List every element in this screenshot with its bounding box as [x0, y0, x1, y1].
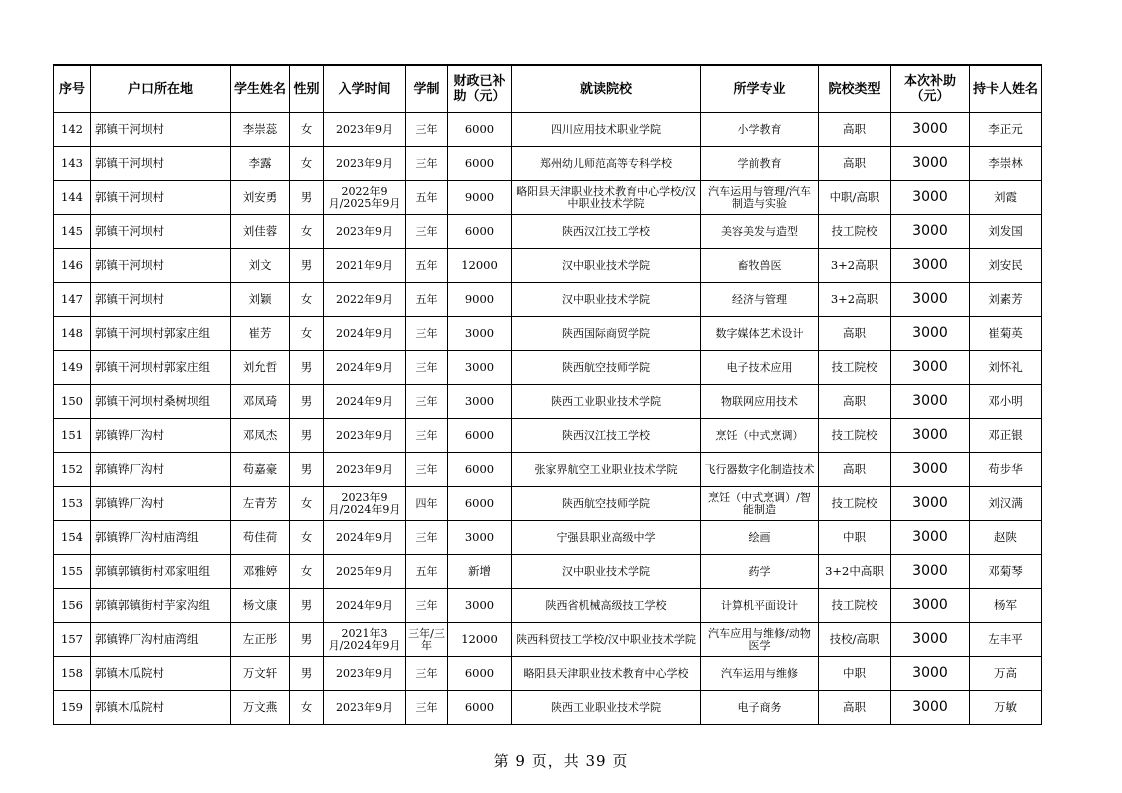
- header-row: [54, 65, 1042, 113]
- cell-duration: 三年: [406, 215, 448, 249]
- cell-cardholder-name: 李崇林: [970, 147, 1042, 181]
- cell-enrollment-date: 2023年9月: [324, 147, 406, 181]
- cell-duration: 三年: [406, 317, 448, 351]
- cell-cardholder-name: 杨军: [970, 589, 1042, 623]
- cell-major: 药学: [701, 555, 819, 589]
- cell-student-name: 刘文: [231, 249, 290, 283]
- cell-gender: 女: [290, 555, 324, 589]
- cell-gender: 女: [290, 317, 324, 351]
- cell-residence: 郭镇郭镇街村邓家咀组: [91, 555, 231, 589]
- cell-school-type: 高职: [819, 385, 891, 419]
- cell-major: 绘画: [701, 521, 819, 555]
- cell-enrollment-date: 2024年9月: [324, 589, 406, 623]
- cell-cardholder-name: 苟步华: [970, 453, 1042, 487]
- cell-row-number: 143: [54, 147, 91, 181]
- cell-current-subsidy: 3000: [891, 521, 970, 555]
- cell-school-type: 中职: [819, 521, 891, 555]
- cell-school-type: 高职: [819, 317, 891, 351]
- cell-row-number: 142: [54, 113, 91, 147]
- cell-school: 略阳县天津职业技术教育中心学校/汉中职业技术学院: [512, 181, 701, 215]
- cell-school: 郑州幼儿师范高等专科学校: [512, 147, 701, 181]
- cell-prior-subsidy: 6000: [448, 453, 512, 487]
- cell-cardholder-name: 刘素芳: [970, 283, 1042, 317]
- cell-current-subsidy: 3000: [891, 487, 970, 521]
- cell-gender: 男: [290, 623, 324, 657]
- cell-duration: 三年: [406, 113, 448, 147]
- cell-student-name: 李崇蕊: [231, 113, 290, 147]
- cell-cardholder-name: 万高: [970, 657, 1042, 691]
- cell-row-number: 152: [54, 453, 91, 487]
- cell-school-type: 高职: [819, 453, 891, 487]
- cell-cardholder-name: 邓菊琴: [970, 555, 1042, 589]
- cell-enrollment-date: 2023年9月: [324, 113, 406, 147]
- cell-gender: 女: [290, 283, 324, 317]
- table-body: [54, 113, 1042, 725]
- cell-school: 陕西汉江技工学校: [512, 215, 701, 249]
- cell-enrollment-date: 2024年9月: [324, 351, 406, 385]
- table-row: [54, 419, 1042, 453]
- cell-cardholder-name: 邓正银: [970, 419, 1042, 453]
- cell-enrollment-date: 2022年9月/2025年9月: [324, 181, 406, 215]
- table-row: [54, 589, 1042, 623]
- cell-duration: 三年/三年: [406, 623, 448, 657]
- cell-school: 陕西国际商贸学院: [512, 317, 701, 351]
- cell-gender: 男: [290, 385, 324, 419]
- cell-row-number: 150: [54, 385, 91, 419]
- cell-gender: 男: [290, 657, 324, 691]
- cell-prior-subsidy: 3000: [448, 521, 512, 555]
- cell-school-type: 技工院校: [819, 215, 891, 249]
- cell-residence: 郭镇干河坝村: [91, 283, 231, 317]
- cell-duration: 四年: [406, 487, 448, 521]
- cell-school: 陕西工业职业技术学院: [512, 691, 701, 725]
- cell-duration: 五年: [406, 181, 448, 215]
- cell-student-name: 邓凤杰: [231, 419, 290, 453]
- cell-major: 汽车运用与管理/汽车制造与实验: [701, 181, 819, 215]
- cell-prior-subsidy: 6000: [448, 419, 512, 453]
- cell-cardholder-name: 万敏: [970, 691, 1042, 725]
- cell-row-number: 159: [54, 691, 91, 725]
- cell-enrollment-date: 2023年9月: [324, 691, 406, 725]
- header-cell: 入学时间: [324, 65, 406, 113]
- cell-row-number: 155: [54, 555, 91, 589]
- cell-student-name: 邓凤琦: [231, 385, 290, 419]
- cell-gender: 男: [290, 181, 324, 215]
- header-cell: 院校类型: [819, 65, 891, 113]
- cell-school: 陕西汉江技工学校: [512, 419, 701, 453]
- table-row: [54, 487, 1042, 521]
- cell-prior-subsidy: 9000: [448, 283, 512, 317]
- cell-cardholder-name: 邓小明: [970, 385, 1042, 419]
- cell-current-subsidy: 3000: [891, 181, 970, 215]
- cell-enrollment-date: 2025年9月: [324, 555, 406, 589]
- cell-school: 陕西科贸技工学校/汉中职业技术学院: [512, 623, 701, 657]
- cell-current-subsidy: 3000: [891, 589, 970, 623]
- cell-cardholder-name: 赵陕: [970, 521, 1042, 555]
- cell-school-type: 技工院校: [819, 419, 891, 453]
- cell-current-subsidy: 3000: [891, 147, 970, 181]
- cell-duration: 三年: [406, 691, 448, 725]
- cell-student-name: 邓雅婷: [231, 555, 290, 589]
- cell-major: 数字媒体艺术设计: [701, 317, 819, 351]
- cell-enrollment-date: 2023年9月: [324, 419, 406, 453]
- cell-school-type: 3+2高职: [819, 283, 891, 317]
- cell-row-number: 154: [54, 521, 91, 555]
- table-row: [54, 215, 1042, 249]
- cell-gender: 男: [290, 589, 324, 623]
- cell-enrollment-date: 2024年9月: [324, 521, 406, 555]
- cell-row-number: 157: [54, 623, 91, 657]
- cell-cardholder-name: 刘怀礼: [970, 351, 1042, 385]
- cell-row-number: 145: [54, 215, 91, 249]
- cell-enrollment-date: 2021年9月: [324, 249, 406, 283]
- table-row: [54, 283, 1042, 317]
- cell-prior-subsidy: 3000: [448, 317, 512, 351]
- cell-current-subsidy: 3000: [891, 317, 970, 351]
- cell-gender: 男: [290, 453, 324, 487]
- header-cell: 持卡人姓名: [970, 65, 1042, 113]
- cell-prior-subsidy: 3000: [448, 385, 512, 419]
- cell-duration: 三年: [406, 453, 448, 487]
- cell-school-type: 技校/高职: [819, 623, 891, 657]
- cell-current-subsidy: 3000: [891, 351, 970, 385]
- cell-prior-subsidy: 6000: [448, 147, 512, 181]
- cell-current-subsidy: 3000: [891, 555, 970, 589]
- cell-school-type: 3+2高职: [819, 249, 891, 283]
- cell-duration: 三年: [406, 351, 448, 385]
- cell-school-type: 中职/高职: [819, 181, 891, 215]
- cell-residence: 郭镇干河坝村: [91, 181, 231, 215]
- cell-current-subsidy: 3000: [891, 453, 970, 487]
- cell-duration: 五年: [406, 555, 448, 589]
- cell-school: 汉中职业技术学院: [512, 283, 701, 317]
- cell-cardholder-name: 刘安民: [970, 249, 1042, 283]
- cell-gender: 女: [290, 147, 324, 181]
- cell-enrollment-date: 2023年9月: [324, 453, 406, 487]
- cell-enrollment-date: 2021年3月/2024年9月: [324, 623, 406, 657]
- cell-cardholder-name: 崔菊英: [970, 317, 1042, 351]
- cell-major: 美容美发与造型: [701, 215, 819, 249]
- cell-row-number: 158: [54, 657, 91, 691]
- cell-current-subsidy: 3000: [891, 657, 970, 691]
- cell-prior-subsidy: 6000: [448, 657, 512, 691]
- table-row: [54, 555, 1042, 589]
- cell-school: 陕西工业职业技术学院: [512, 385, 701, 419]
- cell-gender: 女: [290, 113, 324, 147]
- cell-student-name: 万文轩: [231, 657, 290, 691]
- cell-gender: 男: [290, 419, 324, 453]
- cell-residence: 郭镇干河坝村: [91, 147, 231, 181]
- cell-prior-subsidy: 6000: [448, 691, 512, 725]
- cell-prior-subsidy: 新增: [448, 555, 512, 589]
- cell-gender: 男: [290, 351, 324, 385]
- cell-residence: 郭镇铧厂沟村: [91, 453, 231, 487]
- cell-gender: 男: [290, 249, 324, 283]
- cell-major: 畜牧兽医: [701, 249, 819, 283]
- cell-residence: 郭镇木瓜院村: [91, 691, 231, 725]
- cell-prior-subsidy: 9000: [448, 181, 512, 215]
- cell-duration: 三年: [406, 419, 448, 453]
- cell-current-subsidy: 3000: [891, 691, 970, 725]
- table-row: [54, 623, 1042, 657]
- cell-enrollment-date: 2023年9月/2024年9月: [324, 487, 406, 521]
- header-cell: 本次补助（元）: [891, 65, 970, 113]
- cell-cardholder-name: 李正元: [970, 113, 1042, 147]
- cell-residence: 郭镇干河坝村: [91, 249, 231, 283]
- cell-duration: 三年: [406, 385, 448, 419]
- cell-student-name: 苟嘉豪: [231, 453, 290, 487]
- header-cell: 性别: [290, 65, 324, 113]
- cell-major: 飞行器数字化制造技术: [701, 453, 819, 487]
- cell-school: 张家界航空工业职业技术学院: [512, 453, 701, 487]
- cell-row-number: 144: [54, 181, 91, 215]
- header-cell: 学制: [406, 65, 448, 113]
- cell-major: 学前教育: [701, 147, 819, 181]
- cell-duration: 三年: [406, 657, 448, 691]
- cell-school-type: 技工院校: [819, 351, 891, 385]
- cell-school-type: 高职: [819, 691, 891, 725]
- table-row: [54, 113, 1042, 147]
- cell-student-name: 刘颖: [231, 283, 290, 317]
- cell-cardholder-name: 刘汉满: [970, 487, 1042, 521]
- cell-student-name: 李露: [231, 147, 290, 181]
- cell-school-type: 中职: [819, 657, 891, 691]
- cell-enrollment-date: 2023年9月: [324, 657, 406, 691]
- header-cell: 所学专业: [701, 65, 819, 113]
- cell-major: 计算机平面设计: [701, 589, 819, 623]
- cell-major: 烹饪（中式烹调）/智能制造: [701, 487, 819, 521]
- cell-residence: 郭镇铧厂沟村庙湾组: [91, 521, 231, 555]
- cell-row-number: 151: [54, 419, 91, 453]
- cell-row-number: 149: [54, 351, 91, 385]
- table-row: [54, 521, 1042, 555]
- cell-residence: 郭镇干河坝村郭家庄组: [91, 351, 231, 385]
- header-cell: 序号: [54, 65, 91, 113]
- cell-prior-subsidy: 6000: [448, 487, 512, 521]
- header-cell: 学生姓名: [231, 65, 290, 113]
- cell-school: 四川应用技术职业学院: [512, 113, 701, 147]
- cell-major: 电子技术应用: [701, 351, 819, 385]
- table-row: [54, 181, 1042, 215]
- cell-prior-subsidy: 6000: [448, 113, 512, 147]
- cell-major: 烹饪（中式烹调）: [701, 419, 819, 453]
- header-cell: 户口所在地: [91, 65, 231, 113]
- cell-enrollment-date: 2024年9月: [324, 385, 406, 419]
- cell-gender: 女: [290, 691, 324, 725]
- cell-school: 陕西省机械高级技工学校: [512, 589, 701, 623]
- cell-current-subsidy: 3000: [891, 113, 970, 147]
- cell-duration: 五年: [406, 283, 448, 317]
- cell-school: 汉中职业技术学院: [512, 555, 701, 589]
- cell-school: 略阳县天津职业技术教育中心学校: [512, 657, 701, 691]
- cell-residence: 郭镇郭镇街村芋家沟组: [91, 589, 231, 623]
- cell-current-subsidy: 3000: [891, 419, 970, 453]
- cell-cardholder-name: 左丰平: [970, 623, 1042, 657]
- cell-residence: 郭镇铧厂沟村庙湾组: [91, 623, 231, 657]
- cell-residence: 郭镇铧厂沟村: [91, 487, 231, 521]
- cell-school-type: 技工院校: [819, 487, 891, 521]
- cell-school-type: 高职: [819, 113, 891, 147]
- cell-enrollment-date: 2024年9月: [324, 317, 406, 351]
- header-cell: 财政已补助（元）: [448, 65, 512, 113]
- cell-residence: 郭镇干河坝村桑树坝组: [91, 385, 231, 419]
- cell-major: 电子商务: [701, 691, 819, 725]
- table-row: [54, 351, 1042, 385]
- cell-residence: 郭镇干河坝村: [91, 113, 231, 147]
- cell-row-number: 153: [54, 487, 91, 521]
- cell-prior-subsidy: 3000: [448, 589, 512, 623]
- cell-student-name: 刘安勇: [231, 181, 290, 215]
- cell-school: 陕西航空技师学院: [512, 351, 701, 385]
- cell-row-number: 146: [54, 249, 91, 283]
- cell-prior-subsidy: 12000: [448, 623, 512, 657]
- cell-enrollment-date: 2023年9月: [324, 215, 406, 249]
- cell-school: 宁强县职业高级中学: [512, 521, 701, 555]
- cell-gender: 女: [290, 487, 324, 521]
- cell-student-name: 左青芳: [231, 487, 290, 521]
- table-row: [54, 317, 1042, 351]
- cell-student-name: 杨文康: [231, 589, 290, 623]
- table-row: [54, 657, 1042, 691]
- cell-current-subsidy: 3000: [891, 283, 970, 317]
- cell-prior-subsidy: 12000: [448, 249, 512, 283]
- cell-cardholder-name: 刘霞: [970, 181, 1042, 215]
- cell-residence: 郭镇铧厂沟村: [91, 419, 231, 453]
- cell-student-name: 刘佳蓉: [231, 215, 290, 249]
- table-row: [54, 453, 1042, 487]
- cell-school-type: 3+2中高职: [819, 555, 891, 589]
- cell-current-subsidy: 3000: [891, 215, 970, 249]
- table-row: [54, 249, 1042, 283]
- cell-current-subsidy: 3000: [891, 385, 970, 419]
- cell-student-name: 万文燕: [231, 691, 290, 725]
- cell-residence: 郭镇干河坝村郭家庄组: [91, 317, 231, 351]
- cell-major: 汽车运用与维修: [701, 657, 819, 691]
- cell-school-type: 高职: [819, 147, 891, 181]
- cell-student-name: 崔芳: [231, 317, 290, 351]
- cell-row-number: 156: [54, 589, 91, 623]
- cell-duration: 五年: [406, 249, 448, 283]
- cell-gender: 女: [290, 521, 324, 555]
- cell-enrollment-date: 2022年9月: [324, 283, 406, 317]
- cell-student-name: 苟佳荷: [231, 521, 290, 555]
- cell-school: 汉中职业技术学院: [512, 249, 701, 283]
- cell-major: 经济与管理: [701, 283, 819, 317]
- cell-school-type: 技工院校: [819, 589, 891, 623]
- cell-duration: 三年: [406, 521, 448, 555]
- table-row: [54, 147, 1042, 181]
- cell-residence: 郭镇干河坝村: [91, 215, 231, 249]
- table-row: [54, 691, 1042, 725]
- page-footer: 第 9 页，共 39 页: [493, 752, 629, 770]
- cell-duration: 三年: [406, 147, 448, 181]
- cell-major: 小学教育: [701, 113, 819, 147]
- cell-prior-subsidy: 6000: [448, 215, 512, 249]
- cell-school: 陕西航空技师学院: [512, 487, 701, 521]
- cell-student-name: 左正彤: [231, 623, 290, 657]
- header-cell: 就读院校: [512, 65, 701, 113]
- subsidy-table: [53, 64, 1042, 725]
- table-row: [54, 385, 1042, 419]
- cell-student-name: 刘允哲: [231, 351, 290, 385]
- cell-major: 物联网应用技术: [701, 385, 819, 419]
- cell-residence: 郭镇木瓜院村: [91, 657, 231, 691]
- cell-cardholder-name: 刘发国: [970, 215, 1042, 249]
- cell-major: 汽车应用与维修/动物医学: [701, 623, 819, 657]
- cell-current-subsidy: 3000: [891, 249, 970, 283]
- cell-current-subsidy: 3000: [891, 623, 970, 657]
- cell-row-number: 147: [54, 283, 91, 317]
- cell-row-number: 148: [54, 317, 91, 351]
- cell-duration: 三年: [406, 589, 448, 623]
- cell-gender: 女: [290, 215, 324, 249]
- cell-prior-subsidy: 3000: [448, 351, 512, 385]
